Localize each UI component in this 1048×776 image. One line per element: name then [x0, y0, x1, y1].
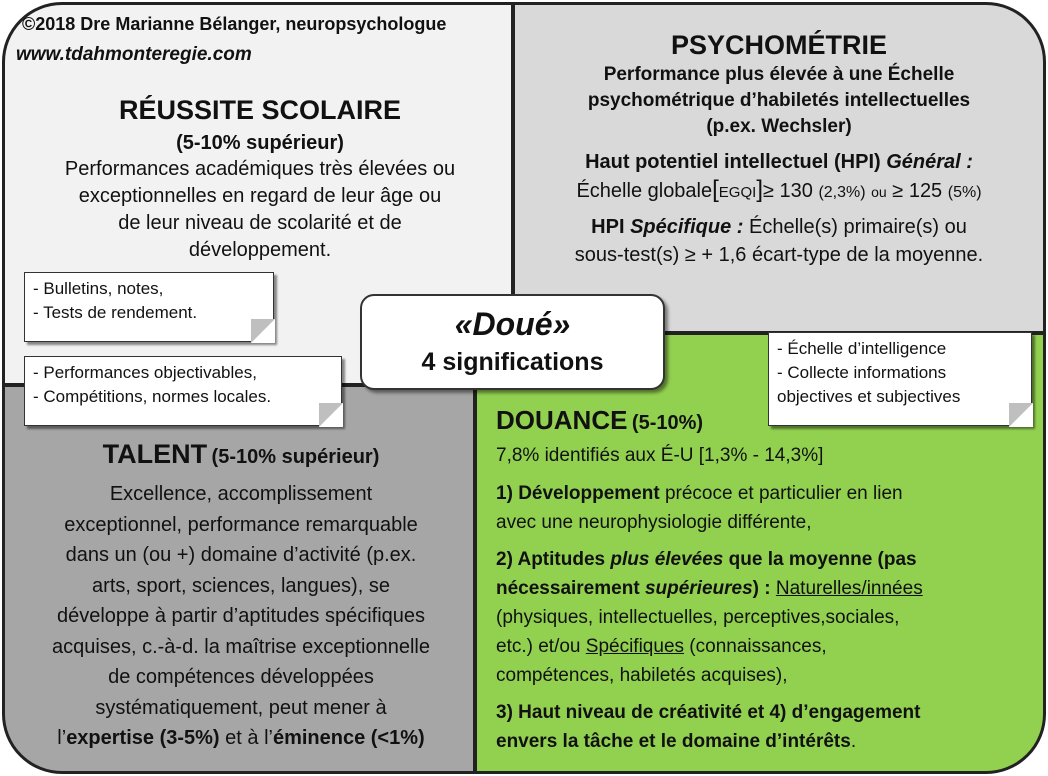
p2-c: que la moyenne (pas — [728, 549, 917, 570]
reussite-body-line: de leur niveau de scolarité et de — [118, 212, 402, 234]
echelle-prefix: Échelle globale — [576, 180, 713, 202]
egqi-label: EGQI — [718, 184, 757, 201]
talent-body-line: exceptionnel, performance remarquable — [64, 513, 418, 536]
p2-d: nécessairement — [496, 578, 640, 599]
reussite-body-line: exceptionnelles en regard de leur âge ou — [78, 185, 442, 207]
p3-dot: . — [850, 731, 857, 752]
center-subtitle: 4 significations — [421, 348, 604, 376]
note-line: - Bulletins, notes, — [33, 279, 164, 298]
p1-num: 1) — [496, 483, 513, 504]
note-line: objectives et subjectives — [777, 387, 961, 406]
p1-line2: avec une neurophysiologie différente, — [496, 512, 812, 533]
reussite-body-line: Performances académiques très élevées ou — [64, 158, 456, 180]
douance-point-3 — [496, 698, 1036, 756]
p2-line4c: (connaissances, — [689, 636, 827, 657]
douance-title-pct: (5-10%) — [631, 412, 704, 434]
page-fold-icon — [251, 319, 275, 343]
psychometrie-subtitle-line: psychométrique d’habiletés intellectuelles — [587, 90, 971, 111]
p2-line4a: etc.) et/ou — [496, 636, 581, 657]
hpi-specifique-text: Échelle(s) primaire(s) ou — [748, 216, 967, 238]
psychometrie-block — [515, 28, 1043, 269]
hpi-general-label: Haut potentiel intellectuel (HPI) — [585, 151, 881, 173]
reussite-block — [10, 90, 510, 264]
hpi-general-italic: Général : — [886, 151, 973, 173]
echelle-ou: ou — [871, 184, 887, 200]
p2-line4b: Spécifiques — [585, 636, 685, 657]
talent-body — [10, 479, 472, 754]
talent-body-line: arts, sport, sciences, langues), se — [92, 574, 390, 597]
douance-heading — [496, 402, 1036, 443]
reussite-subtitle: (5-10% supérieur) — [176, 132, 344, 154]
p1-bold: Développement — [518, 483, 660, 504]
p2-line3: (physiques, intellectuelles, perceptives,sociales, — [496, 607, 900, 628]
douance-block — [496, 402, 1036, 756]
echelle-alt: ≥ 125 — [892, 180, 943, 202]
copyright-text: ©2018 Dre Marianne Bélanger, neuropsychologue — [22, 14, 447, 34]
douance-stat: 7,8% identifiés aux É-U [1,3% - 14,3%] — [496, 445, 824, 466]
note-bulletins — [24, 272, 274, 342]
hpi-specifique-line2: sous-test(s) ≥ + 1,6 écart-type de la moyenne. — [574, 244, 984, 266]
note-line: - Performances objectivables, — [33, 363, 257, 382]
hpi-specifique-label: HPI — [591, 216, 625, 238]
talent-last-l: l’ — [57, 727, 67, 749]
psychometrie-subtitle-line: (p.ex. Wechsler) — [706, 116, 852, 137]
p2-b: plus élevées — [610, 549, 724, 570]
p2-line5: compétences, habiletés acquises), — [496, 665, 788, 686]
talent-body-line: acquises, c.-à-d. la maîtrise exceptionnelle — [52, 635, 430, 658]
talent-body-last-line — [10, 723, 472, 754]
talent-body-line: systématiquement, peut mener à — [95, 696, 387, 719]
talent-body-line: développe à partir d’aptitudes spécifiques — [56, 605, 426, 627]
talent-eminence: éminence (<1%) — [272, 727, 425, 749]
p2-g: Naturelles/innées — [775, 578, 923, 599]
note-line: - Collecte informations — [777, 363, 947, 382]
douance-title: DOUANCE — [496, 405, 628, 435]
talent-block — [10, 434, 472, 754]
note-performances — [24, 356, 342, 426]
center-title: «Doué» — [454, 306, 571, 342]
website-text: www.tdahmonteregie.com — [16, 44, 252, 65]
p1-rest: précoce et particulier en lien — [664, 483, 903, 504]
hpi-specifique-line — [515, 213, 1043, 241]
talent-body-line: dans un (ou +) domaine d’activité (p.ex. — [65, 544, 417, 566]
talent-body-line: de compétences développées — [108, 666, 374, 688]
talent-heading — [10, 434, 472, 479]
p3-line2: envers la tâche et le domaine d’intérêts — [496, 731, 851, 752]
note-line: - Compétitions, normes locales. — [33, 387, 272, 406]
psychometrie-subtitle — [515, 62, 1043, 140]
reussite-title: RÉUSSITE SCOLAIRE — [118, 95, 402, 125]
echelle-pct1: (2,3%) — [818, 184, 866, 201]
page-fold-icon — [319, 403, 343, 427]
reussite-body — [10, 156, 510, 264]
note-line: - Échelle d’intelligence — [777, 339, 947, 358]
talent-body-line: Excellence, accomplissement — [109, 483, 373, 505]
p3-line1: 3) Haut niveau de créativité et 4) d’engagement — [496, 702, 921, 723]
talent-title: TALENT — [102, 439, 208, 469]
talent-subtitle: (5-10% supérieur) — [211, 446, 380, 468]
reussite-body-line: développement. — [188, 239, 332, 261]
p2-f: ) : — [752, 578, 771, 599]
douance-point-2 — [496, 545, 1036, 690]
echelle-main: ≥ 130 — [762, 180, 813, 202]
talent-expertise: expertise (3-5%) — [66, 727, 220, 749]
p2-a: 2) Aptitudes — [496, 549, 606, 570]
hpi-general-line — [515, 148, 1043, 176]
psychometrie-subtitle-line: Performance plus élevée à une Échelle — [603, 64, 955, 85]
talent-last-mid: et à l’ — [219, 727, 273, 749]
hpi-specifique-italic: Spécifique : — [630, 216, 744, 238]
echelle-globale-line: Échelle globale[EGQI]≥ 130 (2,3%) ou ≥ 125 (5%) — [576, 176, 982, 203]
p2-e: supérieures — [644, 578, 753, 599]
center-doue-box — [360, 294, 665, 390]
psychometrie-title: PSYCHOMÉTRIE — [670, 30, 888, 60]
douance-point-1 — [496, 479, 1036, 537]
echelle-pct2: (5%) — [947, 184, 982, 201]
note-line: - Tests de rendement. — [33, 303, 198, 322]
